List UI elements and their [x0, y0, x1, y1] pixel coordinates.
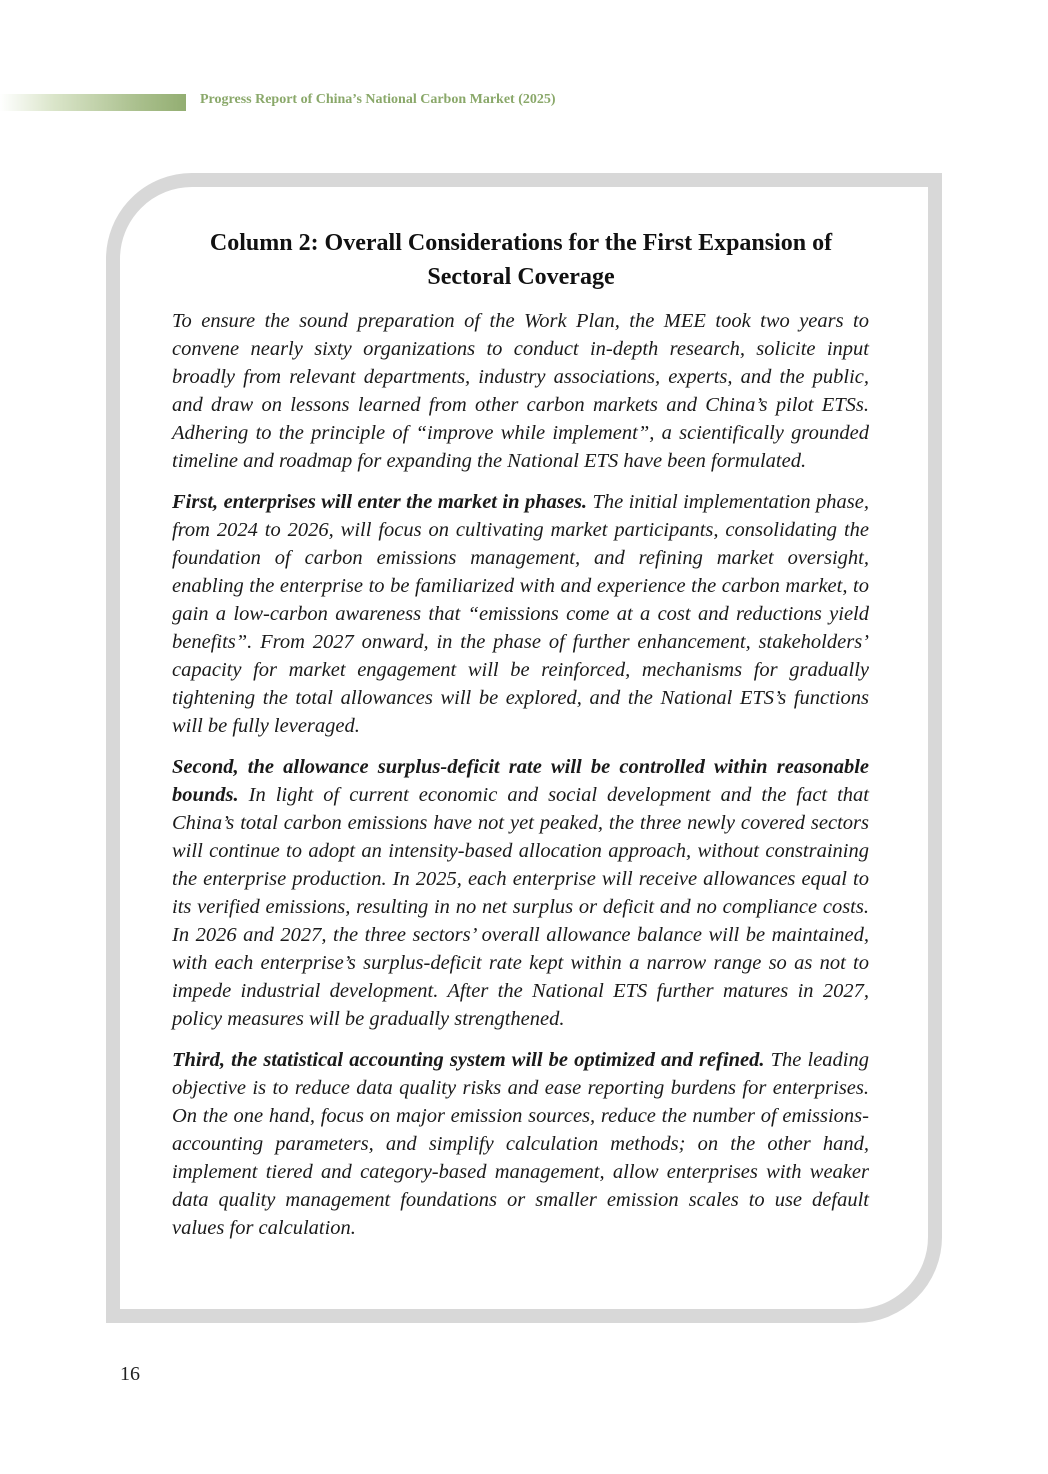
paragraph-third-lead: Third, the statistical accounting system will be optimized and refined.: [172, 1049, 765, 1071]
paragraph-first-text: The initial implementation phase, from 2024 to 2026, will focus on cultivating market participants, consolidating the foundation of carbon emissions management, and refining market oversight, enabling the enterprise to be familiarized with and experience the carbon market, to gain a low-carbon awareness that “emissions come at a cost and reductions yield benefits”. From 2027 onward, in the phase of further enhancement, stakeholders’ capacity for market engagement will be reinforced, mechanisms for gradually tightening the total allowances will be explored, and the National ETS’s functions will be fully leveraged.: [172, 491, 869, 737]
paragraph-first: [172, 488, 869, 740]
paragraph-second-text: In light of current economic and social development and the fact that China’s total carbon emissions have not yet peaked, the three newly covered sectors will continue to adopt an intensity-based allocation approach, without constraining the enterprise production. In 2025, each enterprise will receive allowances equal to its verified emissions, resulting in no net surplus or deficit and no compliance costs. In 2026 and 2027, the three sectors’ overall allowance balance will be maintained, with each enterprise’s surplus-deficit rate kept within a narrow range so as not to impede industrial development. After the National ETS further matures in 2027, policy measures will be gradually strengthened.: [172, 784, 869, 1030]
column-title-line-1: Column 2: Overall Considerations for the First Expansion of: [209, 230, 833, 256]
paragraph-third-text: The leading objective is to reduce data quality risks and ease reporting burdens for enterprises. On the one hand, focus on major emission sources, reduce the number of emissions-accounting parameters, and simplify calculation methods; on the other hand, implement tiered and category-based management, allow enterprises with weaker data quality management foundations or smaller emission scales to use default values for calculation.: [172, 1049, 870, 1239]
column-title: [150, 226, 892, 294]
header-decorative-bar: [0, 94, 186, 111]
running-header-title: Progress Report of China’s National Carbon Market (2025): [200, 92, 556, 107]
intro-paragraph: To ensure the sound preparation of the Work Plan, the MEE took two years to convene nearly sixty organizations to conduct in-depth research, solicite input broadly from relevant departments, industry associations, experts, and the public, and draw on lessons learned from other carbon markets and China’s pilot ETSs. Adhering to the principle of “improve while implement”, a scientifically grounded timeline and roadmap for expanding the National ETS have been formulated.: [172, 310, 869, 472]
paragraph-second: [172, 753, 869, 1033]
page-number: 16: [120, 1363, 140, 1385]
paragraph-second-lead: Second, the allowance surplus-deficit rate will be controlled within reasonable bounds.: [172, 756, 869, 806]
paragraph-first-lead: First, enterprises will enter the market in phases.: [172, 491, 588, 513]
paragraph-third: [172, 1046, 869, 1242]
column-body: [172, 307, 869, 1255]
column-title-line-2: Sectoral Coverage: [427, 264, 615, 290]
